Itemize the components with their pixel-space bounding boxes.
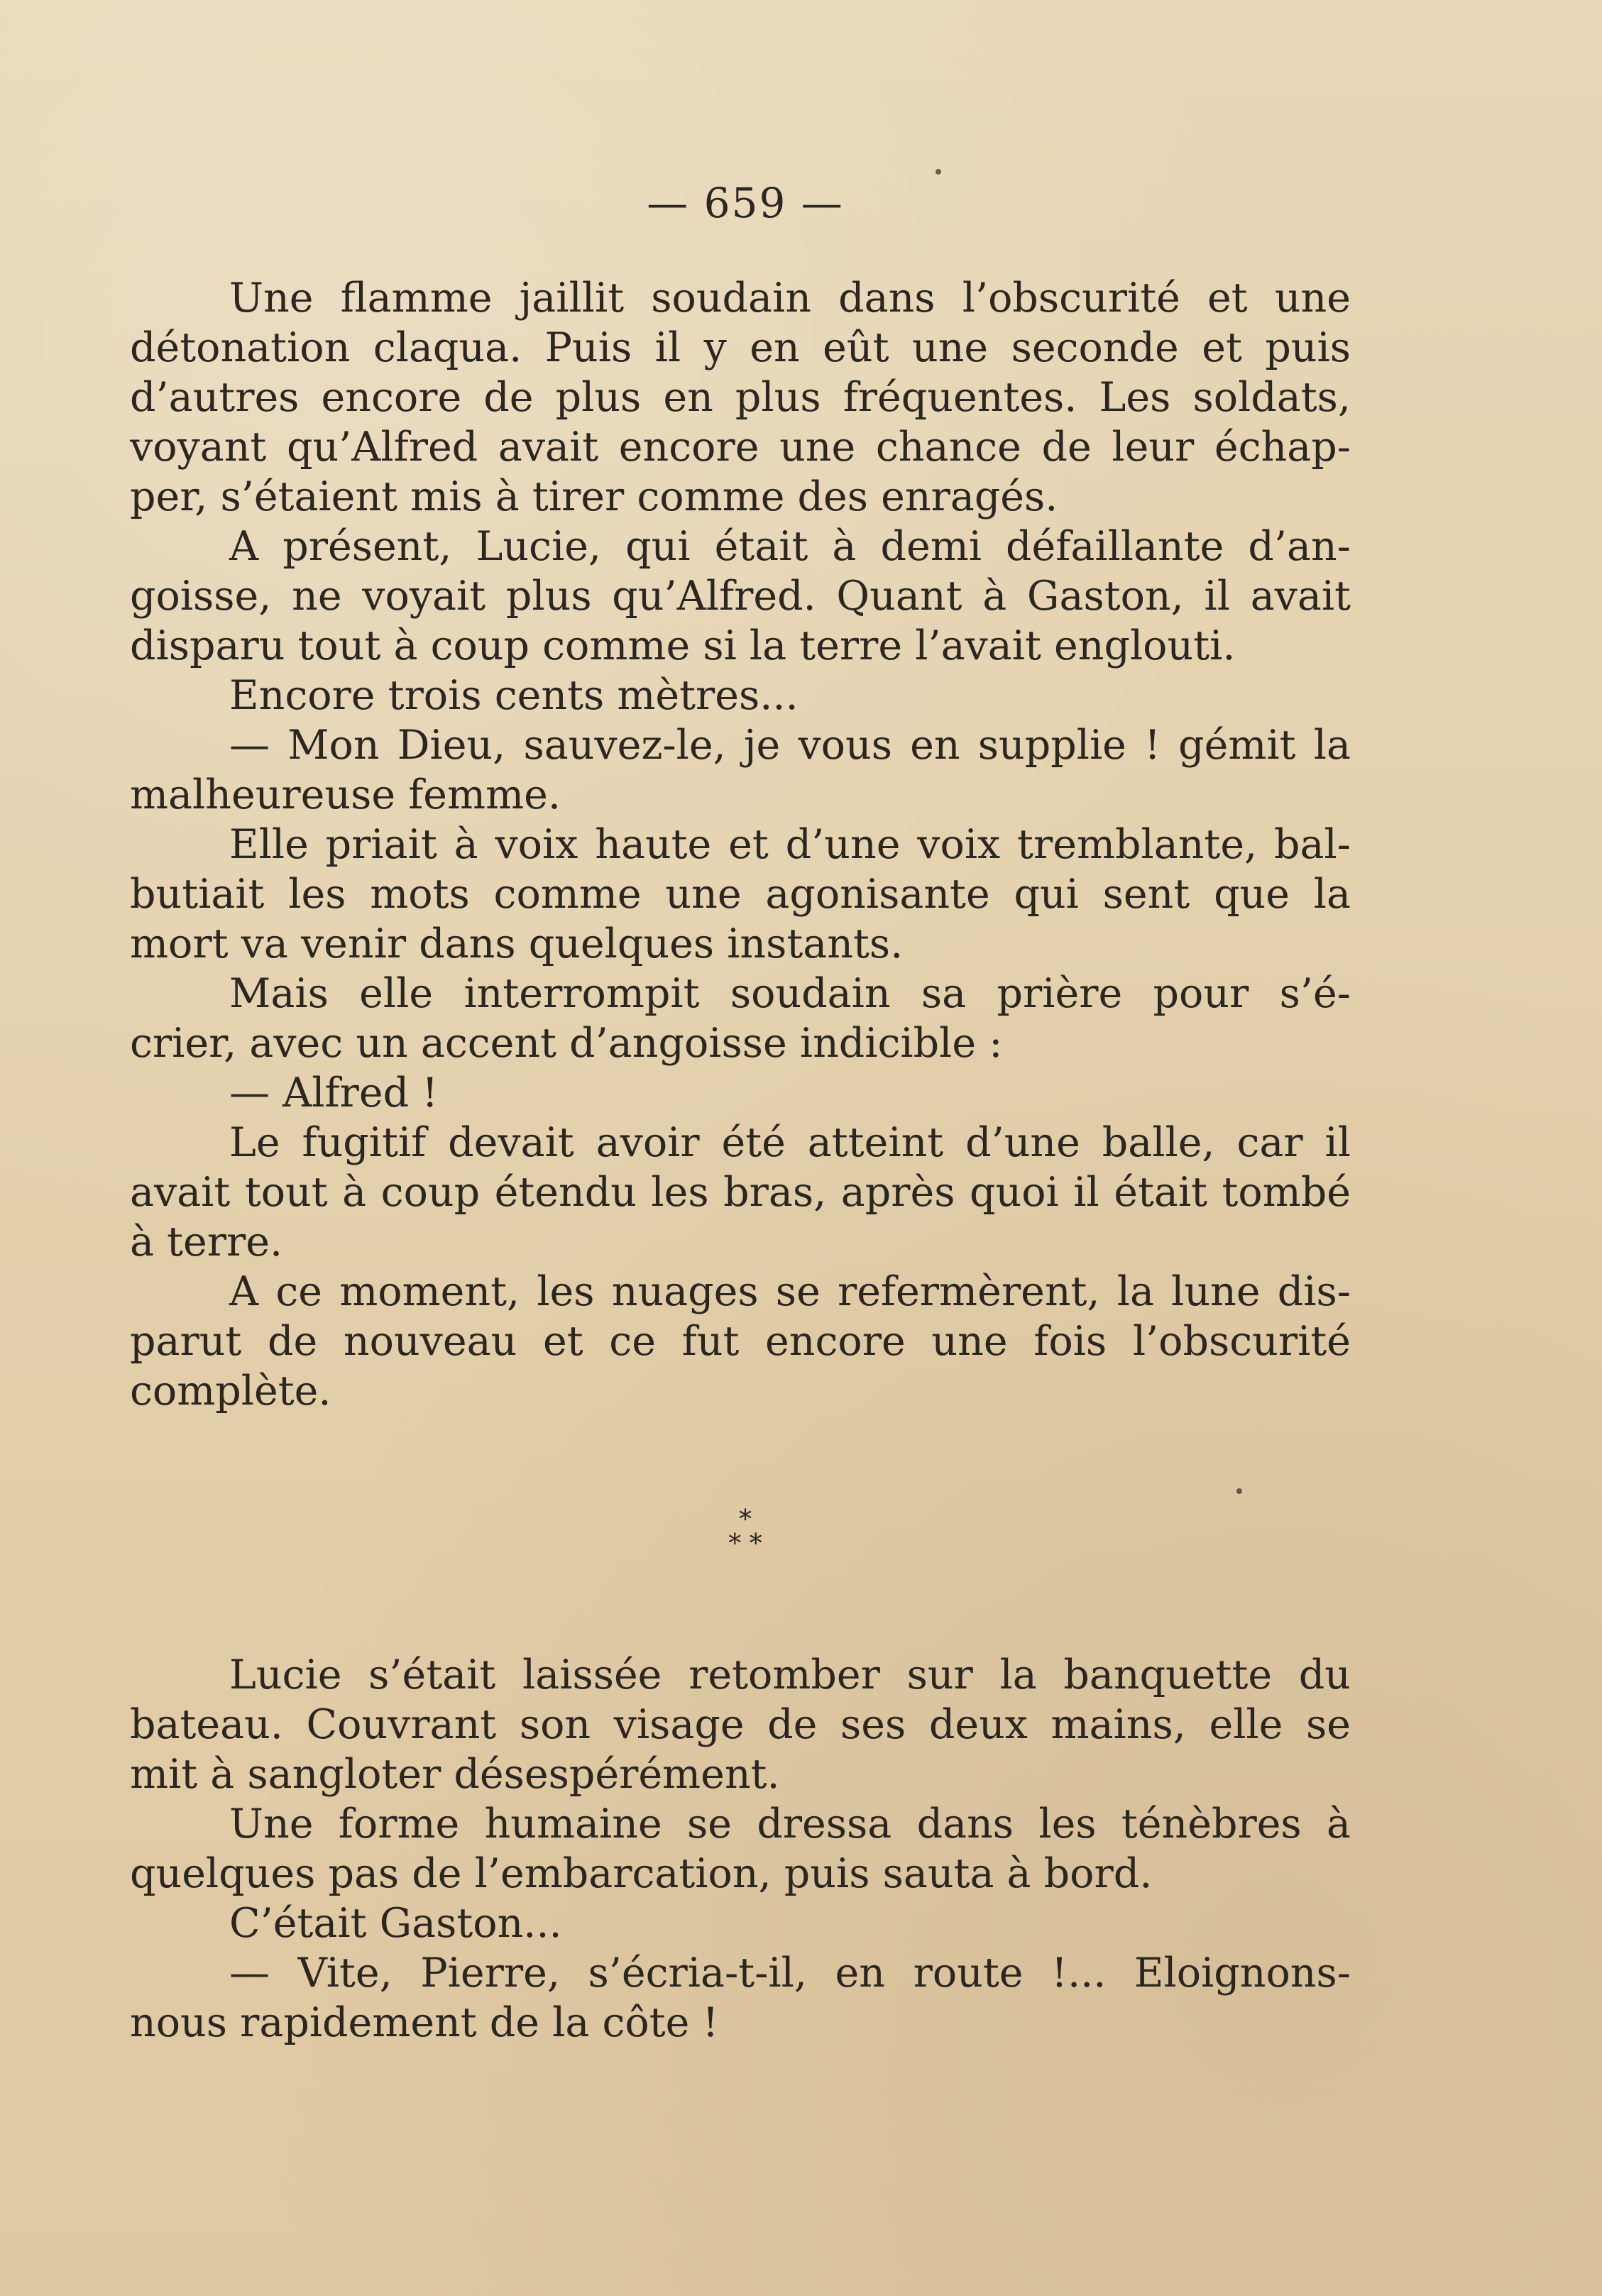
text-line: Mais elle interrompit soudain sa prière pour s’é-	[229, 970, 1351, 1017]
text-line: voyant qu’Alfred avait encore une chance de leur échap-	[130, 424, 1351, 471]
text-line: mort va venir dans quelques instants.	[130, 921, 904, 967]
text-line: avait tout à coup étendu les bras, après quoi il était tombé	[130, 1169, 1351, 1216]
text-line: complète.	[130, 1368, 331, 1415]
text-line: nous rapidement de la côte !	[130, 1999, 719, 2046]
text-line: — Mon Dieu, sauvez-le, je vous en supplie ! gémit la	[229, 722, 1351, 769]
text-line: quelques pas de l’embarcation, puis sauta à bord.	[130, 1850, 1153, 1897]
text-line: à terre.	[130, 1219, 283, 1265]
page-number: — 659 —	[647, 179, 844, 227]
text-line: butiait les mots comme une agonisante qui sent que la	[130, 871, 1351, 918]
text-line: Une flamme jaillit soudain dans l’obscurité et une	[229, 275, 1351, 322]
text-line: C’était Gaston...	[229, 1900, 562, 1947]
text-line: détonation claqua. Puis il y en eût une seconde et puis	[130, 324, 1351, 371]
text-block-before-break	[130, 273, 1351, 1416]
text-line: A présent, Lucie, qui était à demi défaillante d’an-	[229, 523, 1351, 570]
separator-asterisk-top: *	[739, 1505, 752, 1534]
text-line: Encore trois cents mètres...	[229, 672, 799, 719]
text-line: — Alfred !	[229, 1070, 439, 1116]
separator-asterisks-bottom: * *	[728, 1529, 762, 1559]
text-block-after-break	[130, 1650, 1351, 2048]
text-line: — Vite, Pierre, s’écria-t-il, en route !... Eloignons-	[229, 1950, 1351, 1996]
text-line: mit à sangloter désespérément.	[130, 1751, 780, 1798]
paper-speck	[1236, 1488, 1242, 1494]
text-line: Une forme humaine se dressa dans les ténèbres à	[229, 1801, 1351, 1847]
text-line: d’autres encore de plus en plus fréquentes. Les soldats,	[130, 374, 1351, 421]
text-line: malheureuse femme.	[130, 771, 561, 818]
text-line: per, s’étaient mis à tirer comme des enragés.	[130, 473, 1058, 520]
text-line: Lucie s’était laissée retomber sur la banquette du	[229, 1652, 1351, 1698]
paper-speck	[936, 169, 941, 175]
text-line: Le fugitif devait avoir été atteint d’une balle, car il	[229, 1119, 1351, 1166]
section-separator	[0, 1505, 1491, 1559]
text-line: A ce moment, les nuages se refermèrent, la lune dis-	[229, 1268, 1351, 1315]
text-line: disparu tout à coup comme si la terre l’avait englouti.	[130, 622, 1236, 669]
text-line: bateau. Couvrant son visage de ses deux mains, elle se	[130, 1701, 1351, 1748]
text-line: crier, avec un accent d’angoisse indicible :	[130, 1020, 1003, 1067]
text-line: Elle priait à voix haute et d’une voix tremblante, bal-	[229, 821, 1351, 868]
text-line: goisse, ne voyait plus qu’Alfred. Quant à Gaston, il avait	[130, 573, 1351, 620]
text-line: parut de nouveau et ce fut encore une fois l’obscurité	[130, 1318, 1351, 1365]
